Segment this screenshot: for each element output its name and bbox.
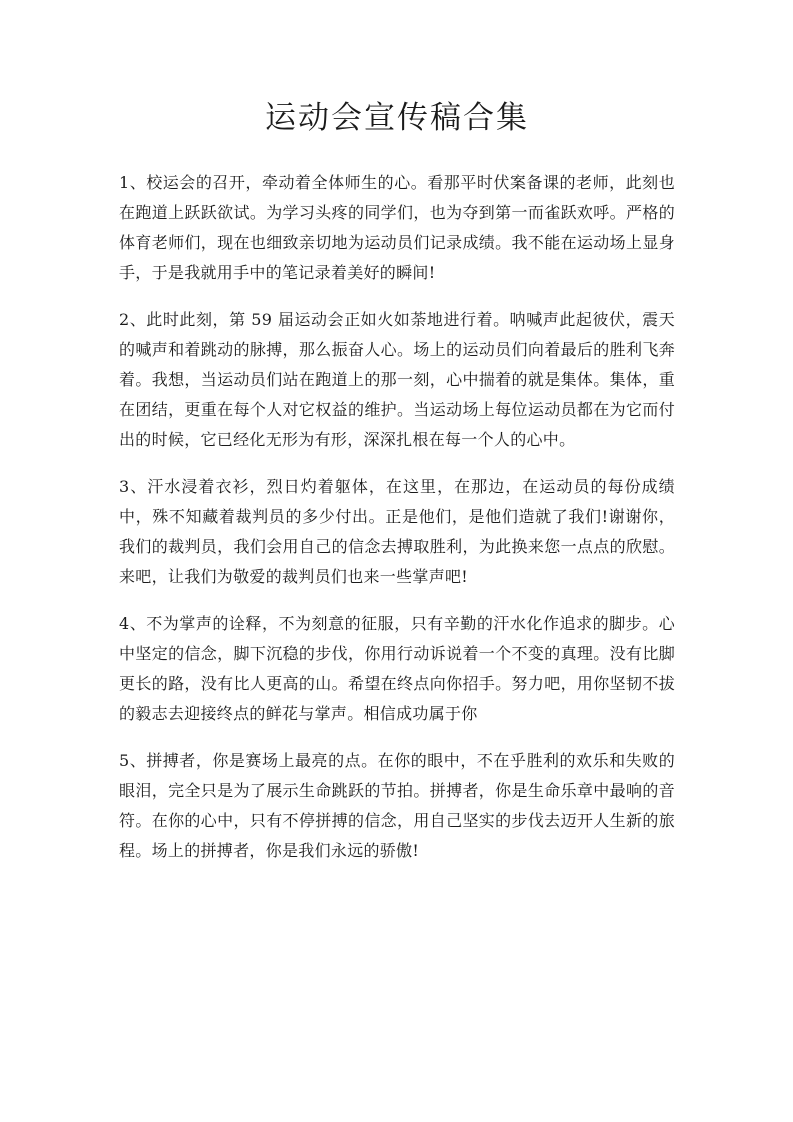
paragraph-1: 1、校运会的召开，牵动着全体师生的心。看那平时伏案备课的老师，此刻也在跑道上跃跃欲试。为学习头疼的同学们，也为夺到第一而雀跃欢呼。严格的体育老师们，现在也细致亲切地为运动员们记录成绩。我不能在运动场上显身手，于是我就用手中的笔记录着美好的瞬间! — [119, 173, 675, 282]
document-body — [119, 168, 675, 866]
paragraph-2: 2、此时此刻，第 59 届运动会正如火如荼地进行着。呐喊声此起彼伏，震天的喊声和着跳动的脉搏，那么振奋人心。场上的运动员们向着最后的胜利飞奔着。我想，当运动员们站在跑道上的那一刻，心中揣着的就是集体。集体，重在团结，更重在每个人对它权益的维护。当运动场上每位运动员都在为它而付出的时候，它已经化无形为有形，深深扎根在每一个人的心中。 — [119, 310, 675, 449]
document-title: 运动会宣传稿合集 — [265, 100, 529, 136]
paragraph-4: 4、不为掌声的诠释，不为刻意的征服，只有辛勤的汗水化作追求的脚步。心中坚定的信念，脚下沉稳的步伐，你用行动诉说着一个不变的真理。没有比脚更长的路，没有比人更高的山。希望在终点向你招手。努力吧，用你坚韧不拔的毅志去迎接终点的鲜花与掌声。相信成功属于你 — [119, 614, 675, 723]
paragraph-3: 3、汗水浸着衣衫，烈日灼着躯体，在这里，在那边，在运动员的每份成绩中，殊不知藏着裁判员的多少付出。正是他们，是他们造就了我们!谢谢你，我们的裁判员，我们会用自己的信念去搏取胜利，为此换来您一点点的欣慰。来吧，让我们为敬爱的裁判员们也来一些掌声吧! — [119, 477, 675, 586]
paragraph-5: 5、拼搏者，你是赛场上最亮的点。在你的眼中，不在乎胜利的欢乐和失败的眼泪，完全只是为了展示生命跳跃的节拍。拼搏者，你是生命乐章中最响的音符。在你的心中，只有不停拼搏的信念，用自己坚实的步伐去迈开人生新的旅程。场上的拼搏者，你是我们永远的骄傲! — [119, 751, 675, 860]
